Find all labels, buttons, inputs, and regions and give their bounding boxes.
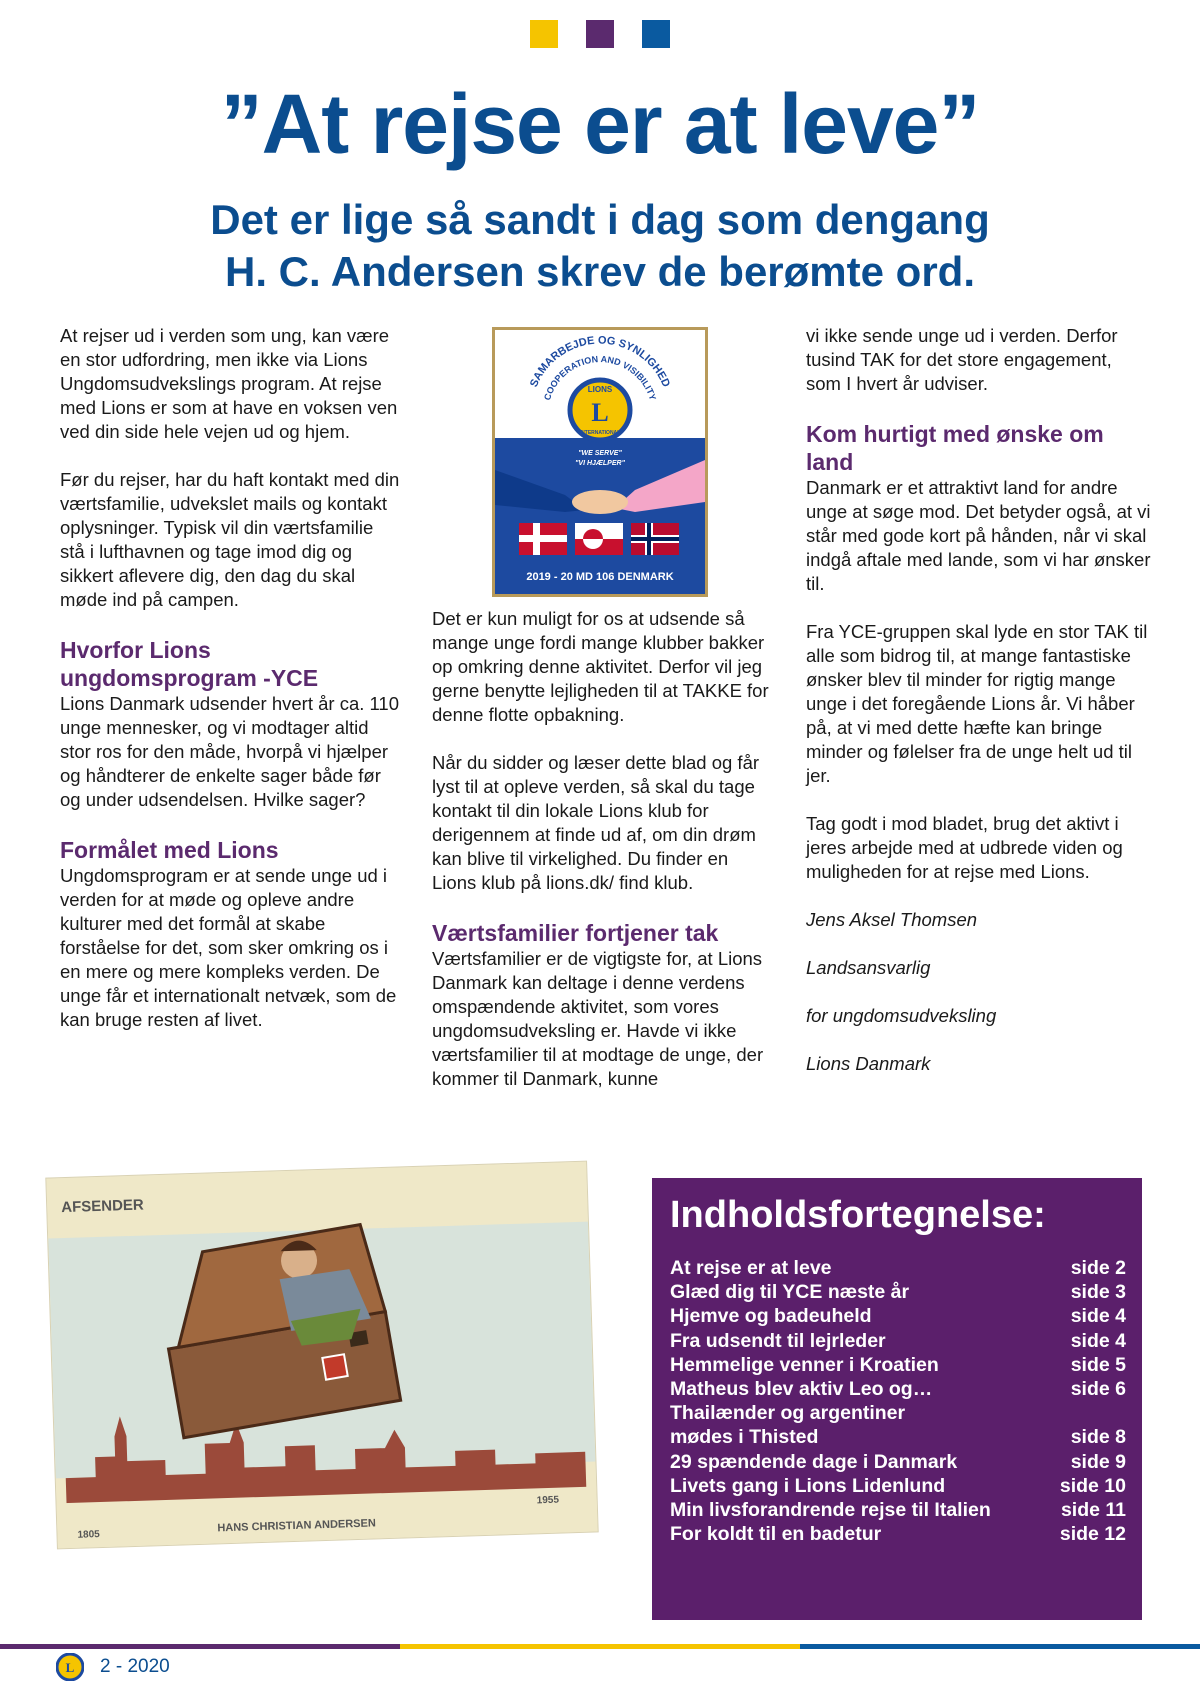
postcard-name: HANS CHRISTIAN ANDERSEN — [217, 1517, 377, 1535]
toc-entry-page: side 11 — [1060, 1499, 1126, 1522]
postcard-illustration — [46, 1162, 597, 1549]
signature-role-2: for ungdomsudveksling — [806, 1005, 997, 1026]
subtitle-line-1: Det er lige så sandt i dag som dengang — [210, 196, 990, 243]
badge-motto-2: "VI HJÆLPER" — [575, 460, 625, 467]
footer-bar-blue — [800, 1644, 1200, 1649]
toc-entry-page: side 9 — [1070, 1450, 1126, 1473]
toc-entry-page: side 4 — [1070, 1329, 1126, 1352]
toc-entry — [670, 1450, 1126, 1474]
section-heading: Formålet med Lions — [60, 837, 279, 863]
paragraph: Når du sidder og læser dette blad og får lyst til at opleve verden, så skal du tage kontakt til din lokale Lions klub for derigennem at finde ud af, om din drøm kan blive til virkelighed. Du finder en Lions klub på lions.dk/ find klub. — [432, 752, 760, 893]
toc-entry-title: Matheus blev aktiv Leo og… — [670, 1378, 933, 1401]
toc-entry-page: side 8 — [1070, 1426, 1126, 1449]
signature-name: Jens Aksel Thomsen — [806, 909, 978, 930]
page-subtitle — [0, 194, 1200, 298]
section-heading: Værtsfamilier fortjener tak — [432, 920, 719, 946]
toc-entry-page: side 2 — [1070, 1257, 1126, 1279]
badge-arc-text-2: COOPERATION AND VISIBILITY — [542, 354, 658, 402]
footer-bar-yellow — [400, 1644, 800, 1649]
section-heading: Hvorfor Lions ungdomsprogram -YCE — [60, 637, 319, 691]
paragraph: Ungdomsprogram er at sende unge ud i verden for at møde og opleve andre kulturer med det formål at skabe forståelse for det, som sker omkring os i en mere og mere kompleks verden. De unge får et internationalt netvæk, som de kan bruge resten af livet. — [60, 865, 397, 1030]
toc-entry — [670, 1377, 1126, 1401]
toc-entry-title: Livets gang i Lions Lidenlund — [670, 1474, 946, 1497]
toc-entry — [670, 1425, 1126, 1449]
paragraph: At rejser ud i verden som ung, kan være en stor udfordring, men ikke via Lions Ungdomsudvekslings program. At rejse med Lions er som at have en voksen ven ved din side hele vejen ud og hjem. — [60, 325, 398, 442]
lions-badge-graphic — [495, 330, 705, 594]
toc-entry-title: 29 spændende dage i Danmark — [670, 1450, 958, 1473]
toc-entry — [670, 1353, 1126, 1377]
hc-andersen-postcard-image — [46, 1162, 597, 1549]
page-title: ”At rejse er at leve” — [220, 77, 980, 171]
article-column-1 — [60, 324, 400, 1056]
paragraph: Danmark er et attraktivt land for andre unge at søge mod. Det betyder også, at vi står med gode kort på hånden, når vi skal indgå aftale med lande, som vi har ønsker til. — [806, 477, 1151, 594]
badge-motto-1: "WE SERVE" — [578, 450, 622, 457]
toc-entry-title: Fra udsendt til lejrleder — [670, 1329, 886, 1352]
toc-entry-page: side 12 — [1059, 1523, 1126, 1546]
article-column-3 — [806, 324, 1151, 1100]
signature-role: Landsansvarlig — [806, 957, 931, 978]
article-column-2 — [432, 607, 777, 1115]
paragraph: Værtsfamilier er de vigtigste for, at Lions Danmark kan deltage i denne verdens omspændende aktivitet, som vores ungdomsudveksling er. Havde vi ikke værtsfamilier til at modtage de unge, der kommer til Danmark, kunne — [432, 948, 764, 1089]
toc-list — [670, 1256, 1126, 1546]
paragraph: vi ikke sende unge ud i verden. Derfor tusind TAK for det store engagement, som I hvert år udviser. — [806, 325, 1118, 394]
toc-entry-page: side 3 — [1070, 1281, 1126, 1304]
paragraph: Tag godt i mod bladet, brug det aktivt i jeres arbejde med at udbrede viden og muligheden for at rejse med Lions. — [806, 813, 1123, 882]
postcard-year-left: 1805 — [77, 1529, 100, 1541]
toc-entry — [670, 1401, 1126, 1425]
toc-entry-page: side 6 — [1070, 1378, 1126, 1401]
toc-entry — [670, 1474, 1126, 1498]
badge-year-line: 2019 - 20 MD 106 DENMARK — [526, 571, 674, 583]
toc-entry-title: Min livsforandrende rejse til Italien — [670, 1499, 991, 1522]
toc-entry-title: Hemmelige venner i Kroatien — [670, 1353, 939, 1376]
toc-entry-title: mødes i Thisted — [670, 1426, 819, 1449]
signature-org: Lions Danmark — [806, 1053, 931, 1074]
badge-arc-text: SAMARBEJDE OG SYNLIGHED — [527, 334, 673, 389]
purple-square — [586, 20, 614, 48]
lions-logo-icon — [56, 1653, 84, 1681]
postcard-year-right: 1955 — [536, 1494, 560, 1507]
paragraph: Før du rejser, har du haft kontakt med din værtsfamilie, udvekslet mails og kontakt oplysninger. Typisk vil din værtsfamilie stå i lufthavnen og tage imod dig og sikkert aflevere dig, den dag du skal møde ind på campen. — [60, 469, 400, 610]
toc-entry — [670, 1522, 1126, 1546]
page-number: 2 - 2020 — [100, 1656, 170, 1677]
toc-entry-title: Hjemve og badeuheld — [670, 1305, 872, 1328]
toc-entry — [670, 1498, 1126, 1522]
badge-international-text: INTERNATIONAL — [579, 430, 621, 436]
yellow-square — [530, 20, 558, 48]
subtitle-line-2: H. C. Andersen skrev de berømte ord. — [225, 248, 975, 295]
toc-entry-title: Glæd dig til YCE næste år — [670, 1281, 910, 1304]
toc-title: Indholdsfortegnelse: — [670, 1194, 1046, 1236]
svg-text:L: L — [65, 1660, 75, 1675]
section-heading: Kom hurtigt med ønske om land — [806, 421, 1104, 475]
toc-entry — [670, 1280, 1126, 1304]
blue-square — [642, 20, 670, 48]
toc-entry-page: side 10 — [1059, 1474, 1126, 1497]
toc-entry-title: At rejse er at leve — [670, 1257, 832, 1279]
toc-entry-page: side 5 — [1070, 1353, 1126, 1376]
svg-text:L: L — [591, 398, 609, 427]
paragraph: Lions Danmark udsender hvert år ca. 110 unge mennesker, og vi modtager altid stor ros for den måde, hvorpå vi hjælper og håndterer de enkelte sager både før og under udsendelsen. Hvilke sager? — [60, 693, 400, 810]
toc-entry-title: Thailænder og argentiner — [670, 1402, 906, 1425]
badge-lions-text: LIONS — [587, 385, 613, 394]
table-of-contents — [652, 1178, 1142, 1620]
toc-entry-page: side 4 — [1070, 1305, 1126, 1328]
toc-entry-title: For koldt til en badetur — [670, 1523, 882, 1546]
toc-entry — [670, 1304, 1126, 1328]
toc-entry — [670, 1329, 1126, 1353]
toc-entry — [670, 1256, 1126, 1280]
paragraph: Det er kun muligt for os at udsende så mange unge fordi mange klubber bakker op omkring denne aktivitet. Derfor vil jeg gerne benytte lejligheden til at TAKKE for denne flotte opbakning. — [432, 608, 769, 725]
footer-bar-purple — [0, 1644, 400, 1649]
paragraph: Fra YCE-gruppen skal lyde en stor TAK til alle som bidrog til, at mange fantastiske ønsker blev til minder for rigtig mange unge i det foregående Lions år. Vi håber på, at vi med dette hæfte kan bringe minder og følelser fra de unge helt ud til jer. — [806, 621, 1148, 786]
lions-badge-image — [492, 327, 708, 597]
postcard-sender-label: AFSENDER — [60, 1196, 144, 1217]
